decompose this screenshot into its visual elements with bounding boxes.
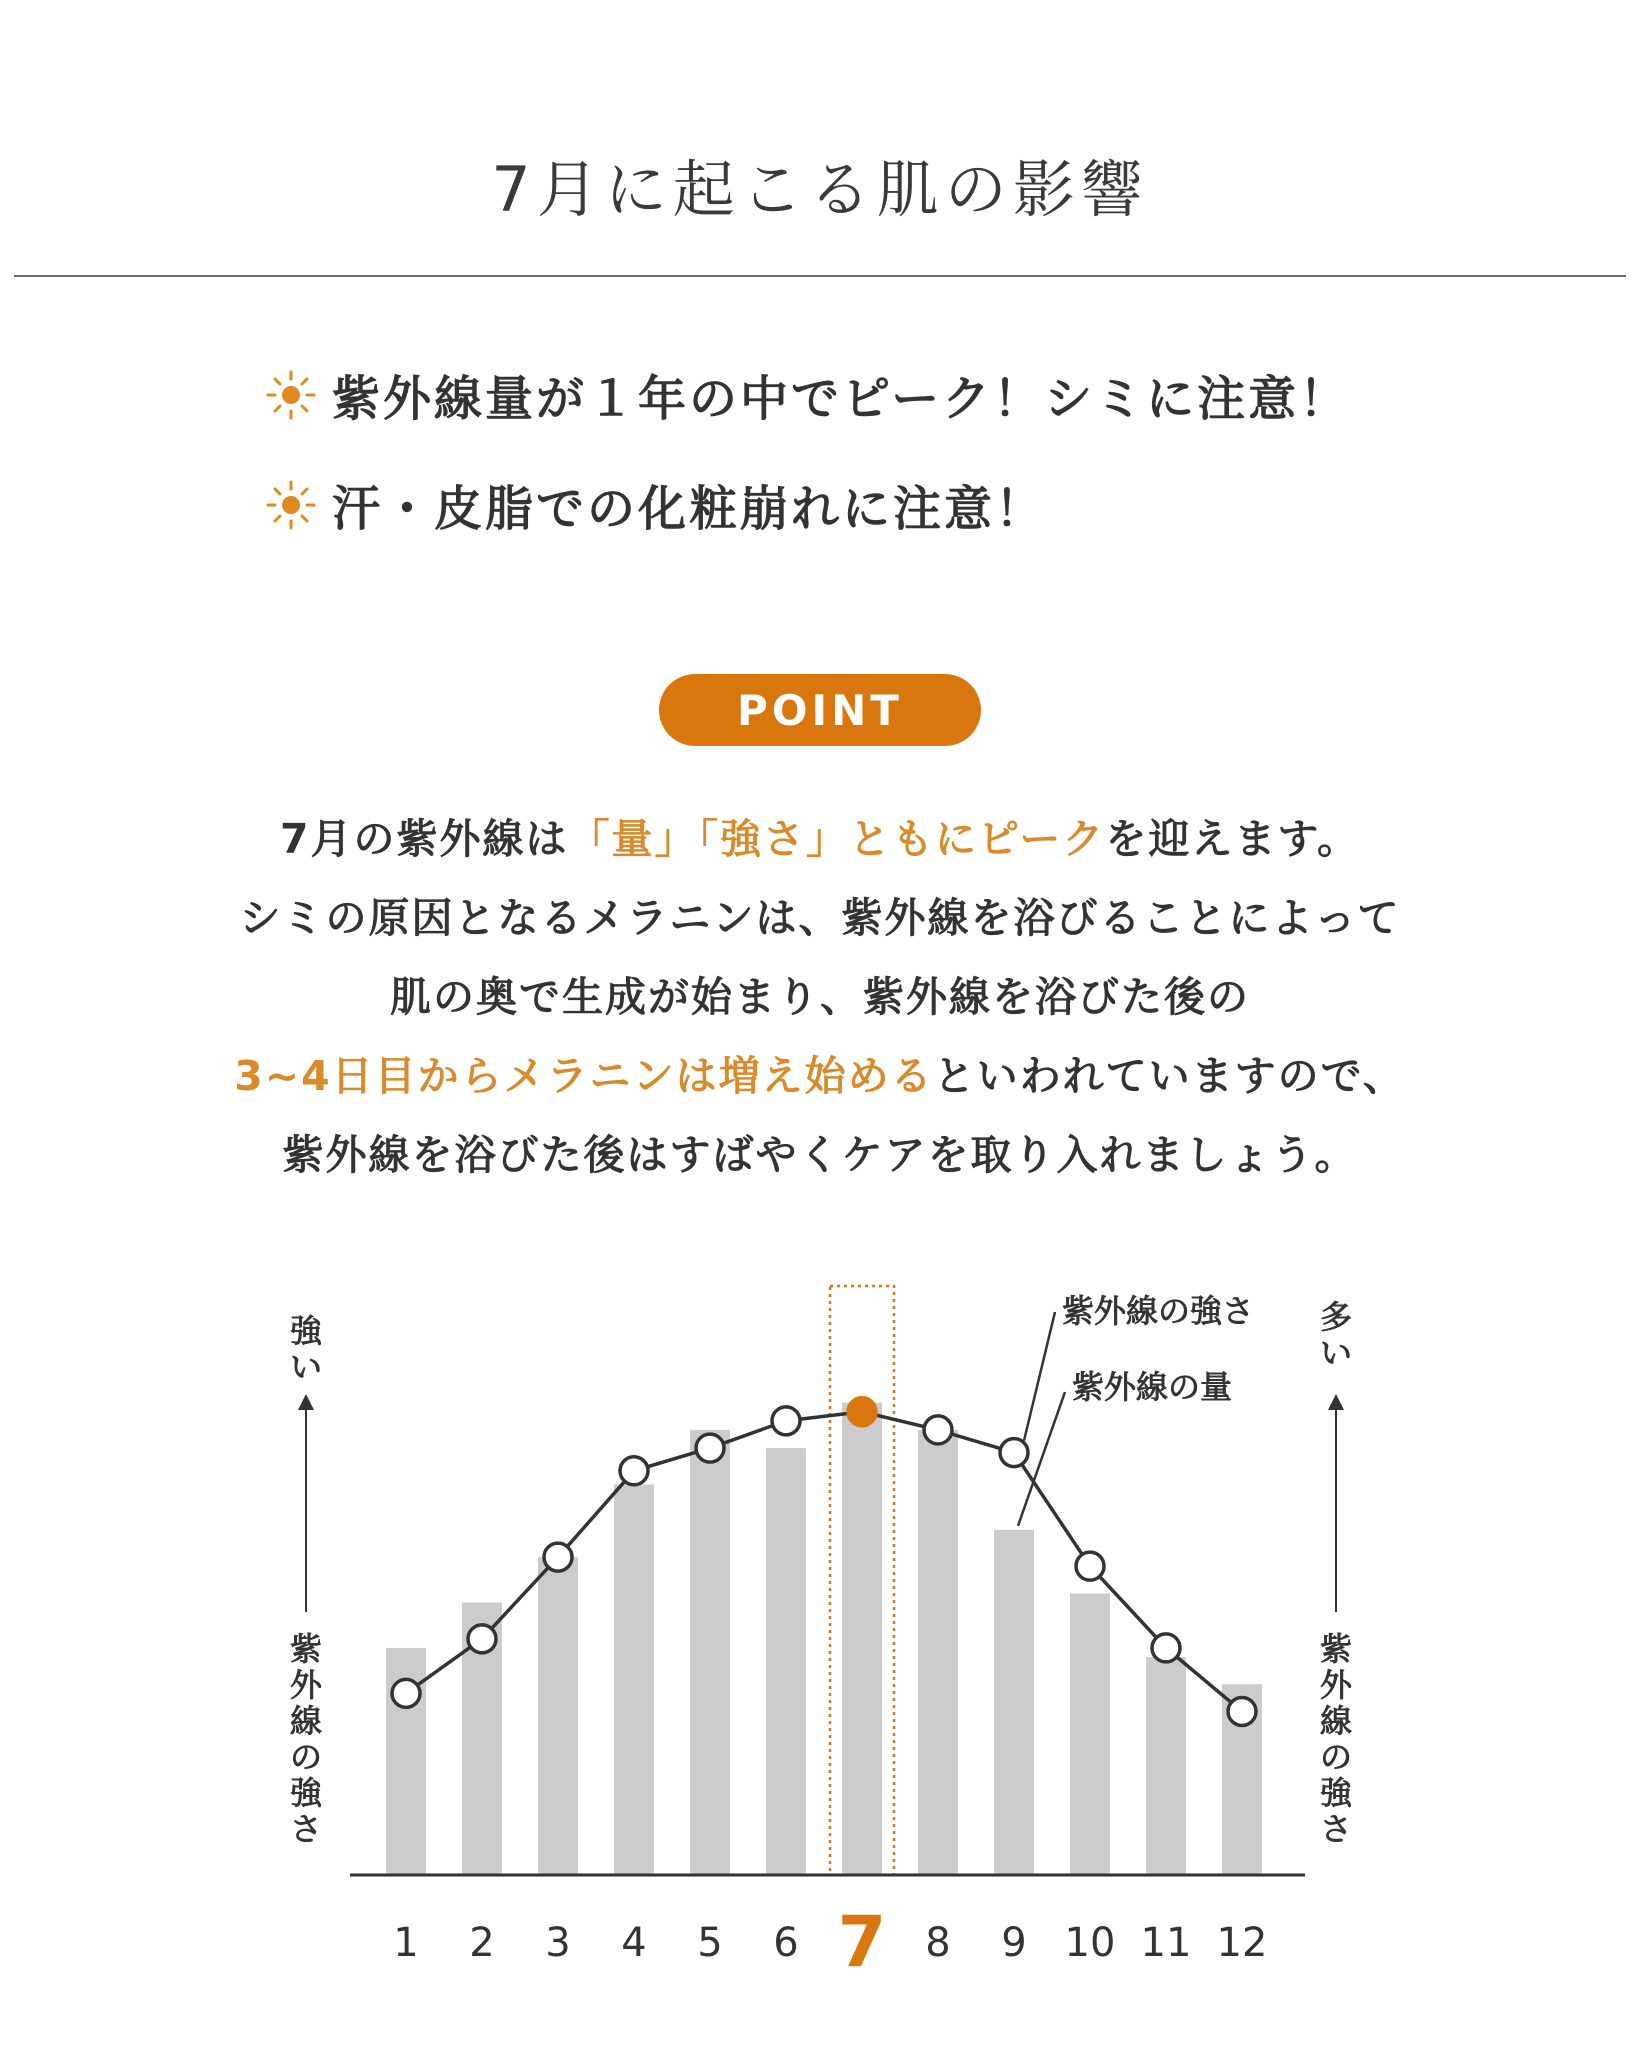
x-tick-label: 7 bbox=[837, 1901, 887, 1983]
x-tick-label: 9 bbox=[1001, 1920, 1027, 1966]
strength-line bbox=[406, 1412, 1242, 1712]
strength-point-10 bbox=[1076, 1552, 1104, 1580]
paragraph-line-2: シミの原因となるメラニンは、紫外線を浴びることによって bbox=[239, 894, 1401, 942]
strength-point-3 bbox=[544, 1543, 572, 1571]
x-tick-label: 12 bbox=[1216, 1920, 1268, 1966]
strength-annotation: 紫外線の強さ bbox=[1062, 1292, 1255, 1330]
paragraph-highlight: 「量」「強さ」ともにピーク bbox=[568, 815, 1106, 863]
point-badge: POINT bbox=[659, 674, 981, 746]
x-tick-label: 10 bbox=[1064, 1920, 1116, 1966]
bar-month-3 bbox=[538, 1557, 578, 1875]
bullet-text: 紫外線量が１年の中でピーク！シミに注意！ bbox=[332, 371, 1351, 427]
strength-point-2 bbox=[468, 1625, 496, 1653]
x-tick-label: 6 bbox=[773, 1920, 799, 1966]
x-tick-label: 3 bbox=[545, 1920, 571, 1966]
paragraph-text: を迎えます。 bbox=[1105, 815, 1361, 863]
bar-month-8 bbox=[918, 1430, 958, 1875]
left-axis-bottom-label: 紫外線の強さ bbox=[289, 1630, 323, 1848]
bar-month-7 bbox=[842, 1403, 882, 1875]
left-axis-arrowhead bbox=[298, 1394, 314, 1410]
strength-point-1 bbox=[392, 1679, 420, 1707]
bar-month-11 bbox=[1146, 1657, 1186, 1875]
strength-leader-line bbox=[1024, 1312, 1055, 1441]
x-tick-label: 4 bbox=[621, 1920, 647, 1966]
strength-point-11 bbox=[1152, 1634, 1180, 1662]
right-axis-arrowhead bbox=[1328, 1394, 1344, 1410]
right-axis-top-label: 多い bbox=[1319, 1298, 1353, 1372]
left-axis-top-label: 強い bbox=[289, 1312, 323, 1386]
strength-point-12 bbox=[1228, 1698, 1256, 1726]
strength-point-6 bbox=[772, 1407, 800, 1435]
bar-month-10 bbox=[1070, 1593, 1110, 1875]
amount-annotation: 紫外線の量 bbox=[1072, 1368, 1233, 1406]
strength-point-9 bbox=[1000, 1439, 1028, 1467]
bar-month-6 bbox=[766, 1448, 806, 1875]
strength-point-4 bbox=[620, 1457, 648, 1485]
x-tick-label: 2 bbox=[469, 1920, 495, 1966]
strength-point-8 bbox=[924, 1416, 952, 1444]
bar-month-5 bbox=[690, 1430, 730, 1875]
x-tick-label: 11 bbox=[1140, 1920, 1192, 1966]
right-axis-bottom-label: 紫外線の強さ bbox=[1319, 1630, 1353, 1848]
bullet-text: 汗・皮脂での化粧崩れに注意！ bbox=[332, 481, 1047, 537]
page-title: 7月に起こる肌の影響 bbox=[491, 153, 1149, 226]
paragraph-line-3: 肌の奥で生成が始まり、紫外線を浴びた後の bbox=[390, 973, 1250, 1021]
x-tick-label: 1 bbox=[393, 1920, 419, 1966]
paragraph-line-5: 紫外線を浴びた後はすばやくケアを取り入れましょう。 bbox=[282, 1131, 1358, 1179]
x-tick-label: 5 bbox=[697, 1920, 723, 1966]
paragraph-text: 7月の紫外線は bbox=[279, 815, 569, 863]
bar-month-9 bbox=[994, 1530, 1034, 1875]
bar-month-4 bbox=[614, 1484, 654, 1875]
strength-point-7 bbox=[848, 1398, 876, 1426]
paragraph-text: といわれていますので、 bbox=[933, 1052, 1406, 1100]
strength-point-5 bbox=[696, 1434, 724, 1462]
x-tick-label: 8 bbox=[925, 1920, 951, 1966]
paragraph-highlight: 3~4日目からメラニンは増え始める bbox=[234, 1052, 934, 1100]
